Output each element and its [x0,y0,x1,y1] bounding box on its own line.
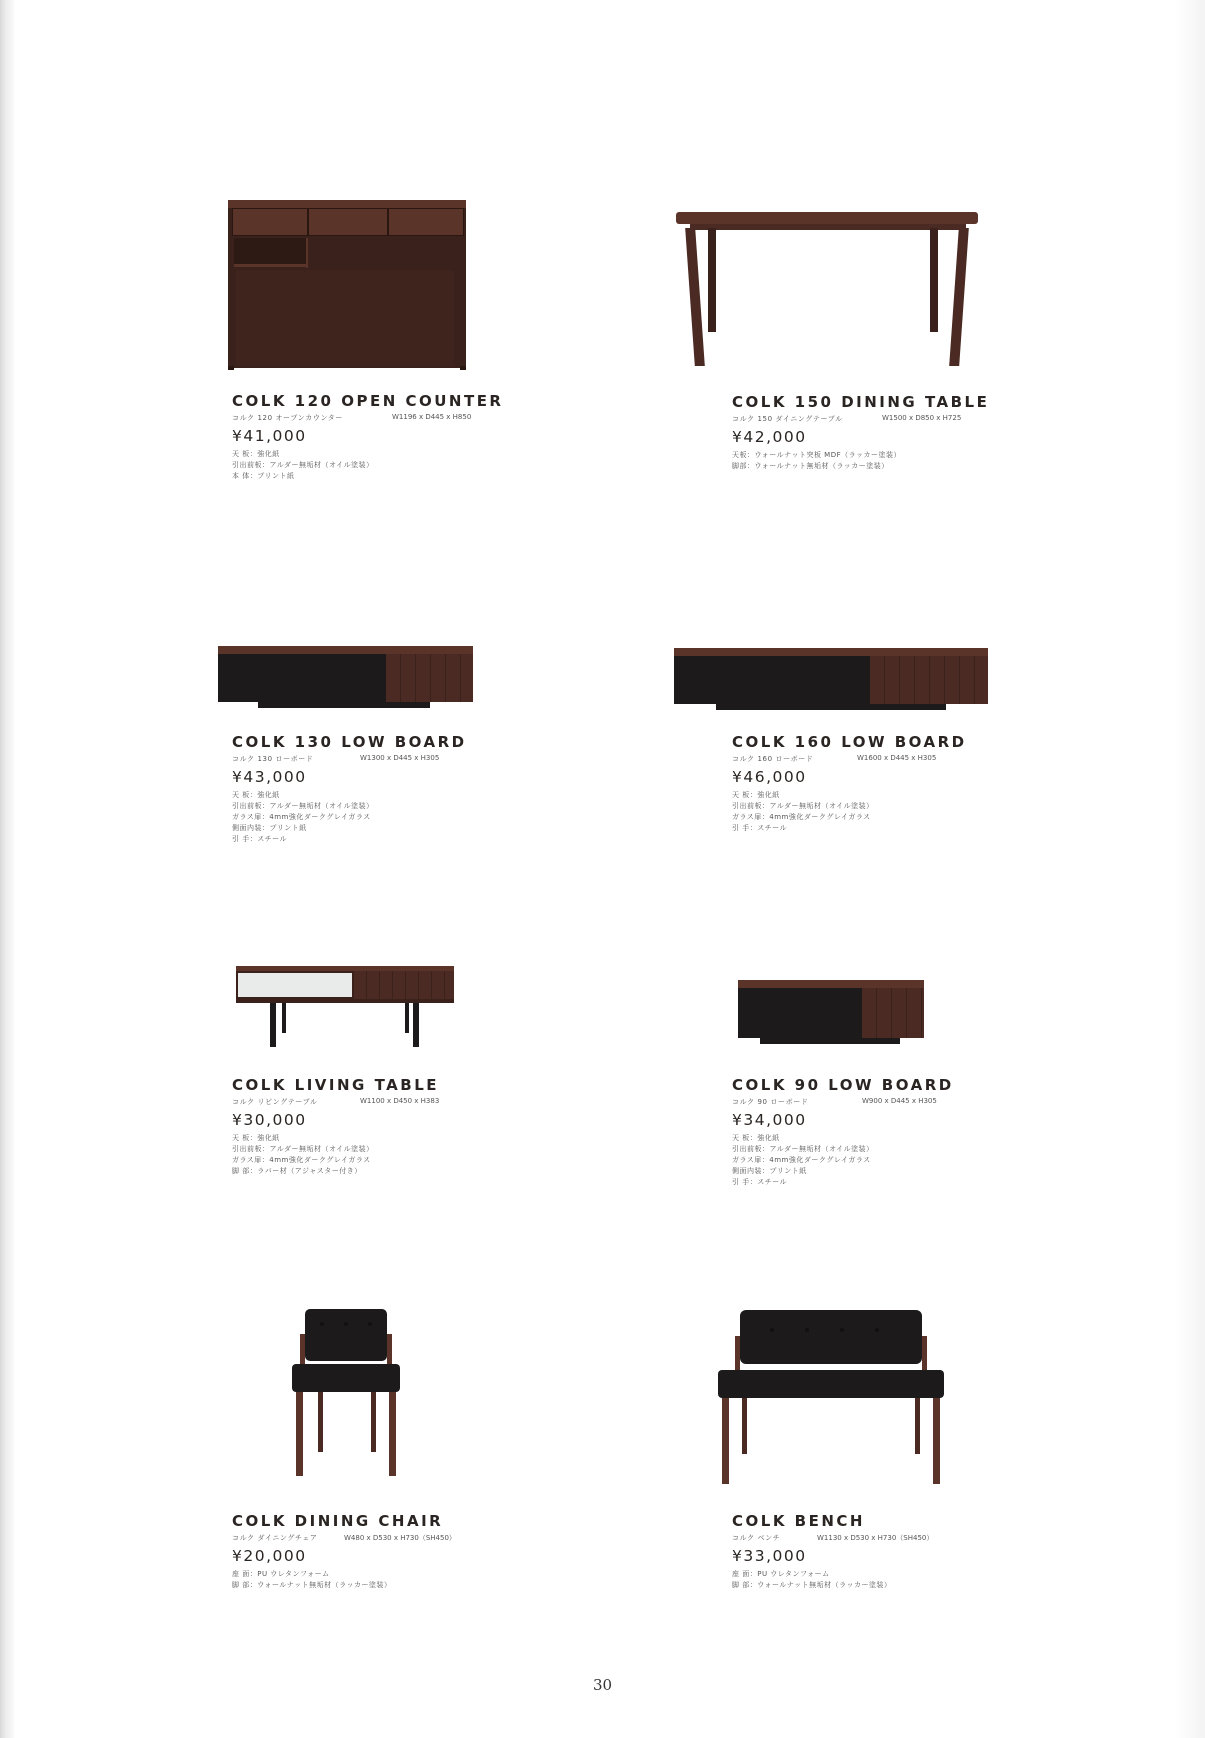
product-spec: 引 手：スチール [732,1178,787,1186]
product-spec: 本 体：プリント紙 [232,472,295,480]
product-dimensions: W1100 x D450 x H383 [360,1097,440,1105]
product-title: COLK 90 LOW BOARD [732,1076,954,1094]
product-spec: ガラス扉：4mm強化ダークグレイガラス [732,813,871,821]
product-spec: 引出前板：アルダー無垢材（オイル塗装） [232,461,374,469]
page-edge-shadow [0,0,14,1738]
product-japanese-name: コルク 120 オープンカウンター [232,414,343,422]
product-spec: ガラス扉：4mm強化ダークグレイガラス [232,1156,371,1164]
product-price: ¥20,000 [232,1547,307,1565]
product-price: ¥41,000 [232,427,307,445]
product-spec: ガラス扉：4mm強化ダークグレイガラス [232,813,371,821]
product-spec: 天 板：強化紙 [732,791,780,799]
product-title: COLK BENCH [732,1512,865,1530]
product-dimensions: W1600 x D445 x H305 [857,754,937,762]
product-spec: 脚部：ウォールナット無垢材（ラッカー塗装） [732,462,889,470]
product-price: ¥33,000 [732,1547,807,1565]
product-dimensions: W480 x D530 x H730（SH450） [344,1534,456,1542]
product-dimensions: W1300 x D445 x H305 [360,754,440,762]
product-spec: ガラス扉：4mm強化ダークグレイガラス [732,1156,871,1164]
product-spec: 天板：ウォールナット突板 MDF（ラッカー塗装） [732,451,901,459]
product-price: ¥43,000 [232,768,307,786]
product-spec: 引出前板：アルダー無垢材（オイル塗装） [732,802,874,810]
product-spec: 引 手：スチール [232,835,287,843]
product-title: COLK 120 OPEN COUNTER [232,392,504,410]
product-dimensions: W900 x D445 x H305 [862,1097,937,1105]
product-price: ¥42,000 [732,428,807,446]
product-spec: 座 面：PU ウレタンフォーム [732,1570,830,1578]
product-japanese-name: コルク 150 ダイニングテーブル [732,415,843,423]
product-spec: 引 手：スチール [732,824,787,832]
product-spec: 天 板：強化紙 [232,1134,280,1142]
product-japanese-name: コルク 130 ローボード [232,755,314,763]
product-spec: 脚 部：ウォールナット無垢材（ラッカー塗装） [232,1581,392,1589]
product-spec: 引出前板：アルダー無垢材（オイル塗装） [232,1145,374,1153]
product-dimensions: W1130 x D530 x H730（SH450） [817,1534,934,1542]
product-spec: 側面内装：プリント紙 [232,824,307,832]
product-japanese-name: コルク 160 ローボード [732,755,814,763]
product-spec: 引出前板：アルダー無垢材（オイル塗装） [232,802,374,810]
product-dimensions: W1500 x D850 x H725 [882,414,962,422]
product-price: ¥30,000 [232,1111,307,1129]
page-edge-shadow-right [1175,0,1205,1738]
product-japanese-name: コルク ベンチ [732,1534,781,1542]
product-spec: 脚 部：ラバー材（アジャスター付き） [232,1167,362,1175]
product-japanese-name: コルク リビングテーブル [232,1098,318,1106]
product-spec: 引出前板：アルダー無垢材（オイル塗装） [732,1145,874,1153]
product-japanese-name: コルク 90 ローボード [732,1098,809,1106]
product-spec: 天 板：強化紙 [732,1134,780,1142]
product-spec: 側面内装：プリント紙 [732,1167,807,1175]
product-spec: 天 板：強化紙 [232,450,280,458]
product-japanese-name: コルク ダイニングチェア [232,1534,318,1542]
page-number: 30 [592,1676,613,1694]
product-dimensions: W1196 x D445 x H850 [392,413,472,421]
product-title: COLK 160 LOW BOARD [732,733,967,751]
product-price: ¥34,000 [732,1111,807,1129]
product-title: COLK 150 DINING TABLE [732,393,990,411]
product-spec: 天 板：強化紙 [232,791,280,799]
product-title: COLK DINING CHAIR [232,1512,444,1530]
product-spec: 脚 部：ウォールナット無垢材（ラッカー塗装） [732,1581,892,1589]
product-title: COLK LIVING TABLE [232,1076,439,1094]
product-title: COLK 130 LOW BOARD [232,733,467,751]
product-spec: 座 面：PU ウレタンフォーム [232,1570,330,1578]
product-price: ¥46,000 [732,768,807,786]
